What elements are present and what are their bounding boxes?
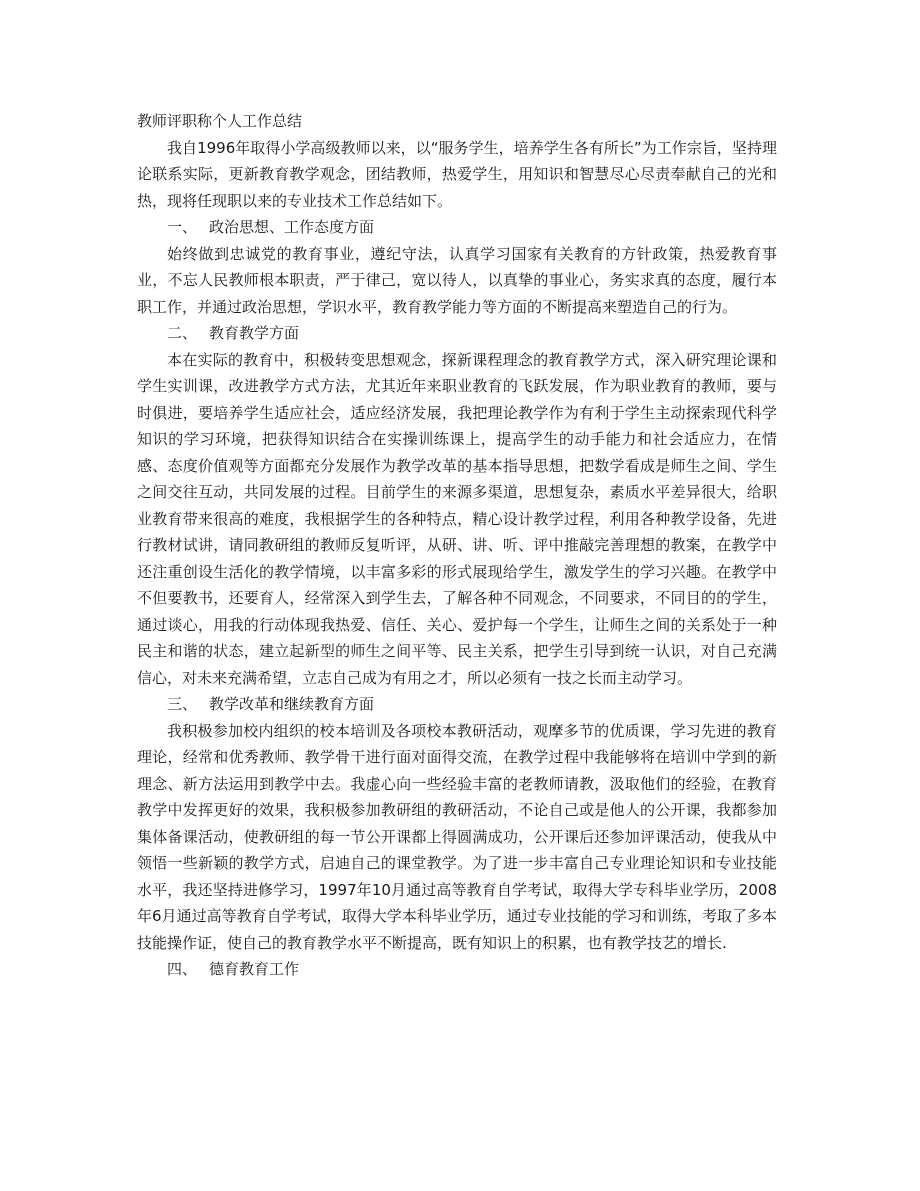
section-number: 三、 [167, 695, 198, 713]
section-number: 一、 [167, 218, 198, 236]
section-heading-4 [137, 956, 777, 983]
section-heading-text: 教育教学方面 [209, 324, 300, 342]
section-body-3: 我积极参加校内组织的校本培训及各项校本教研活动，观摩多节的优质课，学习先进的教育理论，经常和优秀教师、教学骨干进行面对面得交流，在教学过程中我能够将在培训中学到的新理念、新方法运用到教学中去。我虚心向一些经验丰富的老教师请教，汲取他们的经验，在教育教学中发挥更好的效果，我积极参加教研组的教研活动，不论自己或是他人的公开课，我都参加集体备课活动，使教研组的每一节公开课都上得圆满成功，公开课后还参加评课活动，使我从中领悟一些新颖的教学方式，启迪自己的课堂教学。为了进一步丰富自己专业理论知识和专业技能水平，我还坚持进修学习，1997年10月通过高等教育自学考试，取得大学专科毕业学历，2008年6月通过高等教育自学考试，取得大学本科毕业学历，通过专业技能的学习和训练，考取了多本技能操作证，使自己的教育教学水平不断提高，既有知识上的积累，也有教学技艺的增长. [137, 721, 777, 952]
section-body-2: 本在实际的教育中，积极转变思想观念，探新课程理念的教育教学方式，深入研究理论课和学生实训课，改进教学方式方法，尤其近年来职业教育的飞跃发展，作为职业教育的教师，要与时俱进，要培养学生适应社会，适应经济发展，我把理论教学作为有利于学生主动探索现代科学知识的学习环境，把获得知识结合在实操训练课上，提高学生的动手能力和社会适应力，在情感、态度价值观等方面都充分发展作为教学改革的基本指导思想，把数学看成是师生之间、学生之间交往互动，共同发展的过程。目前学生的来源多渠道，思想复杂，素质水平差异很大，给职业教育带来很高的难度，我根据学生的各种特点，精心设计教学过程，利用各种教学设备，先进行教材试讲，请同教研组的教师反复听评，从研、讲、听、评中推敲完善理想的教案，在教学中还注重创设生活化的教学情境，以丰富多彩的形式展现给学生，激发学生的学习兴趣。在教学中不但要教书，还要育人，经常深入到学生去，了解各种不同观念，不同要求，不同目的的学生，通过谈心，用我的行动体现我热爱、信任、关心、爱护每一个学生，让师生之间的关系处于一种民主和谐的状态，建立起新型的师生之间平等、民主关系，把学生引导到统一认识，对自己充满信心，对未来充满希望，立志自己成为有用之才，所以必须有一技之长而主动学习。 [137, 350, 777, 687]
document-page [137, 108, 777, 983]
section-heading-1 [137, 214, 777, 241]
section-heading-text: 教学改革和继续教育方面 [209, 695, 375, 713]
section-number: 二、 [167, 324, 198, 342]
section-heading-text: 政治思想、工作态度方面 [209, 218, 375, 236]
section-heading-text: 德育教育工作 [209, 960, 300, 978]
section-heading-2 [137, 320, 777, 347]
section-number: 四、 [167, 960, 198, 978]
section-heading-3 [137, 691, 777, 718]
section-body-1: 始终做到忠诚党的教育事业，遵纪守法，认真学习国家有关教育的方针政策，热爱教育事业，不忘人民教师根本职责，严于律己，宽以待人，以真挚的事业心，务实求真的态度，履行本职工作，并通过政治思想，学识水平，教育教学能力等方面的不断提高来塑造自己的行为。 [137, 244, 777, 316]
document-title: 教师评职称个人工作总结 [137, 112, 303, 130]
intro-paragraph: 我自1996年取得小学高级教师以来，以“服务学生，培养学生各有所长”为工作宗旨，坚持理论联系实际，更新教育教学观念，团结教师，热爱学生，用知识和智慧尽心尽责奉献自己的光和热，现将任现职以来的专业技术工作总结如下。 [137, 138, 777, 210]
